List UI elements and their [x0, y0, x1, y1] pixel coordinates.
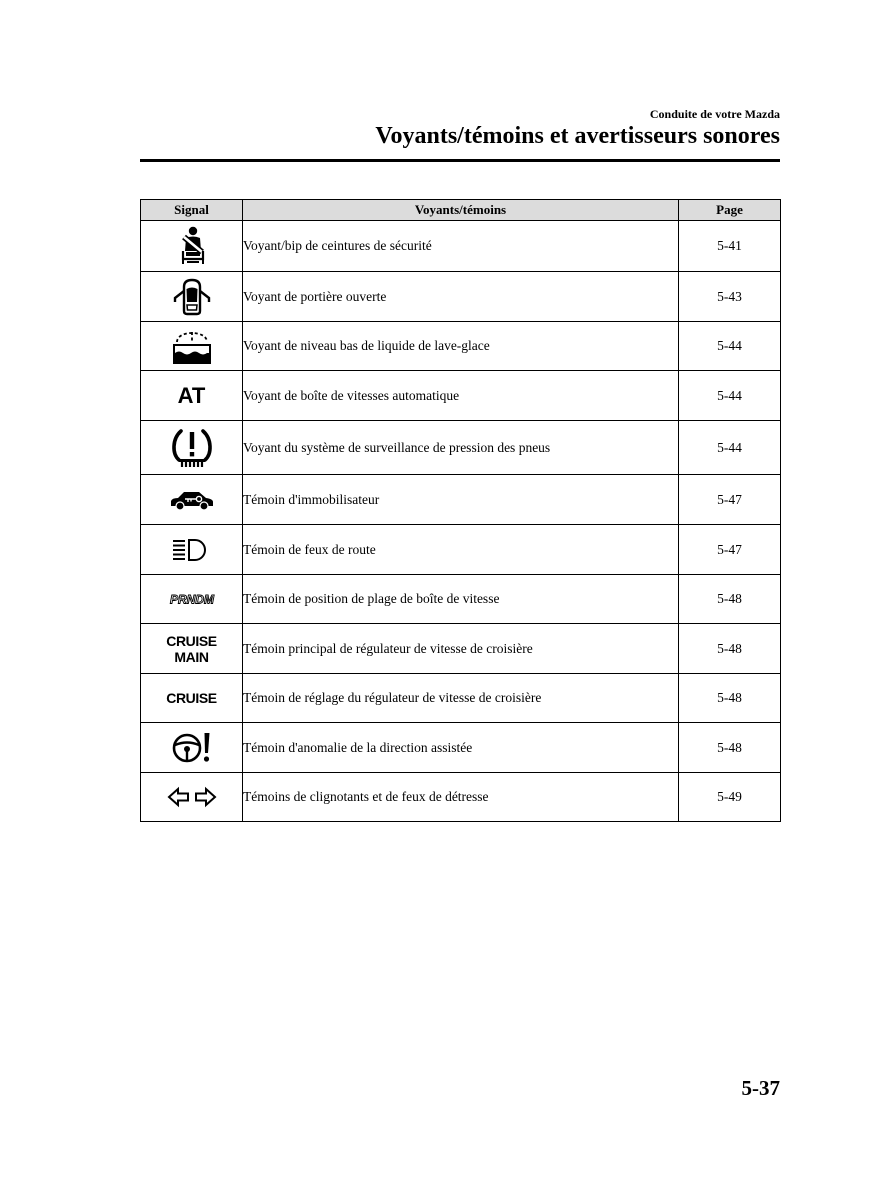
signal-cell	[141, 525, 243, 575]
washer-fluid-level-icon	[171, 326, 213, 366]
page-reference: 5-47	[679, 475, 781, 525]
description-cell: Voyant/bip de ceintures de sécurité	[243, 221, 679, 272]
cruise-set-icon: CRUISE	[166, 690, 217, 706]
door-ajar-icon	[170, 277, 214, 317]
page-reference: 5-41	[679, 221, 781, 272]
description-cell: Voyant de niveau bas de liquide de lave-glace	[243, 322, 679, 371]
page-reference: 5-44	[679, 421, 781, 475]
description-cell: Voyant de portière ouverte	[243, 272, 679, 322]
table-header-row	[141, 200, 781, 221]
signal-cell	[141, 723, 243, 773]
table-row	[141, 421, 781, 475]
table-row	[141, 674, 781, 723]
column-header-page: Page	[679, 200, 781, 221]
column-header-signal: Signal	[141, 200, 243, 221]
signal-cell	[141, 322, 243, 371]
cruise-main-icon	[141, 633, 242, 665]
signal-cell	[141, 272, 243, 322]
section-label: Conduite de votre Mazda	[649, 107, 780, 121]
page-reference: 5-49	[679, 773, 781, 822]
page-title: Voyants/témoins et avertisseurs sonores	[375, 123, 780, 149]
signal-cell	[141, 221, 243, 272]
title-divider	[140, 159, 780, 162]
page-reference: 5-44	[679, 322, 781, 371]
tire-pressure-icon	[170, 426, 214, 470]
signal-cell	[141, 575, 243, 624]
page-reference: 5-48	[679, 674, 781, 723]
cruise-main-line-2: MAIN	[174, 648, 209, 665]
signal-cell	[141, 421, 243, 475]
description-cell: Témoin de feux de route	[243, 525, 679, 575]
page-reference: 5-44	[679, 371, 781, 421]
page-reference: 5-48	[679, 723, 781, 773]
signal-cell	[141, 624, 243, 674]
page-reference: 5-48	[679, 575, 781, 624]
page-reference: 5-47	[679, 525, 781, 575]
page-reference: 5-48	[679, 624, 781, 674]
description-cell: Témoin principal de régulateur de vitesse de croisière	[243, 624, 679, 674]
high-beam-icon	[170, 537, 214, 563]
table-row	[141, 723, 781, 773]
description-cell: Voyant du système de surveillance de pression des pneus	[243, 421, 679, 475]
shift-position-icon	[168, 592, 216, 606]
table-row	[141, 221, 781, 272]
page-reference: 5-43	[679, 272, 781, 322]
immobilizer-icon	[169, 488, 215, 512]
signal-cell	[141, 674, 243, 723]
table-row	[141, 575, 781, 624]
table-row	[141, 322, 781, 371]
warning-lights-table	[140, 199, 781, 822]
description-cell: Voyant de boîte de vitesses automatique	[243, 371, 679, 421]
description-cell: Témoins de clignotants et de feux de détresse	[243, 773, 679, 822]
table-row	[141, 773, 781, 822]
seatbelt-warning-icon	[172, 226, 212, 266]
power-steering-malfunction-icon	[170, 728, 214, 768]
page-number: 5-37	[741, 1076, 780, 1100]
shift-position-label: PRNDM	[169, 592, 214, 606]
column-header-description: Voyants/témoins	[243, 200, 679, 221]
description-cell: Témoin de réglage du régulateur de vitesse de croisière	[243, 674, 679, 723]
automatic-transmission-icon: AT	[177, 382, 206, 408]
signal-cell	[141, 773, 243, 822]
description-cell: Témoin d'immobilisateur	[243, 475, 679, 525]
cruise-main-line-1: CRUISE	[166, 632, 217, 649]
signal-cell	[141, 475, 243, 525]
table-row	[141, 525, 781, 575]
table-row	[141, 272, 781, 322]
description-cell: Témoin de position de plage de boîte de vitesse	[243, 575, 679, 624]
turn-signal-hazard-icon	[166, 785, 218, 809]
description-cell: Témoin d'anomalie de la direction assistée	[243, 723, 679, 773]
table-row	[141, 371, 781, 421]
signal-cell	[141, 371, 243, 421]
table-row	[141, 475, 781, 525]
table-row	[141, 624, 781, 674]
